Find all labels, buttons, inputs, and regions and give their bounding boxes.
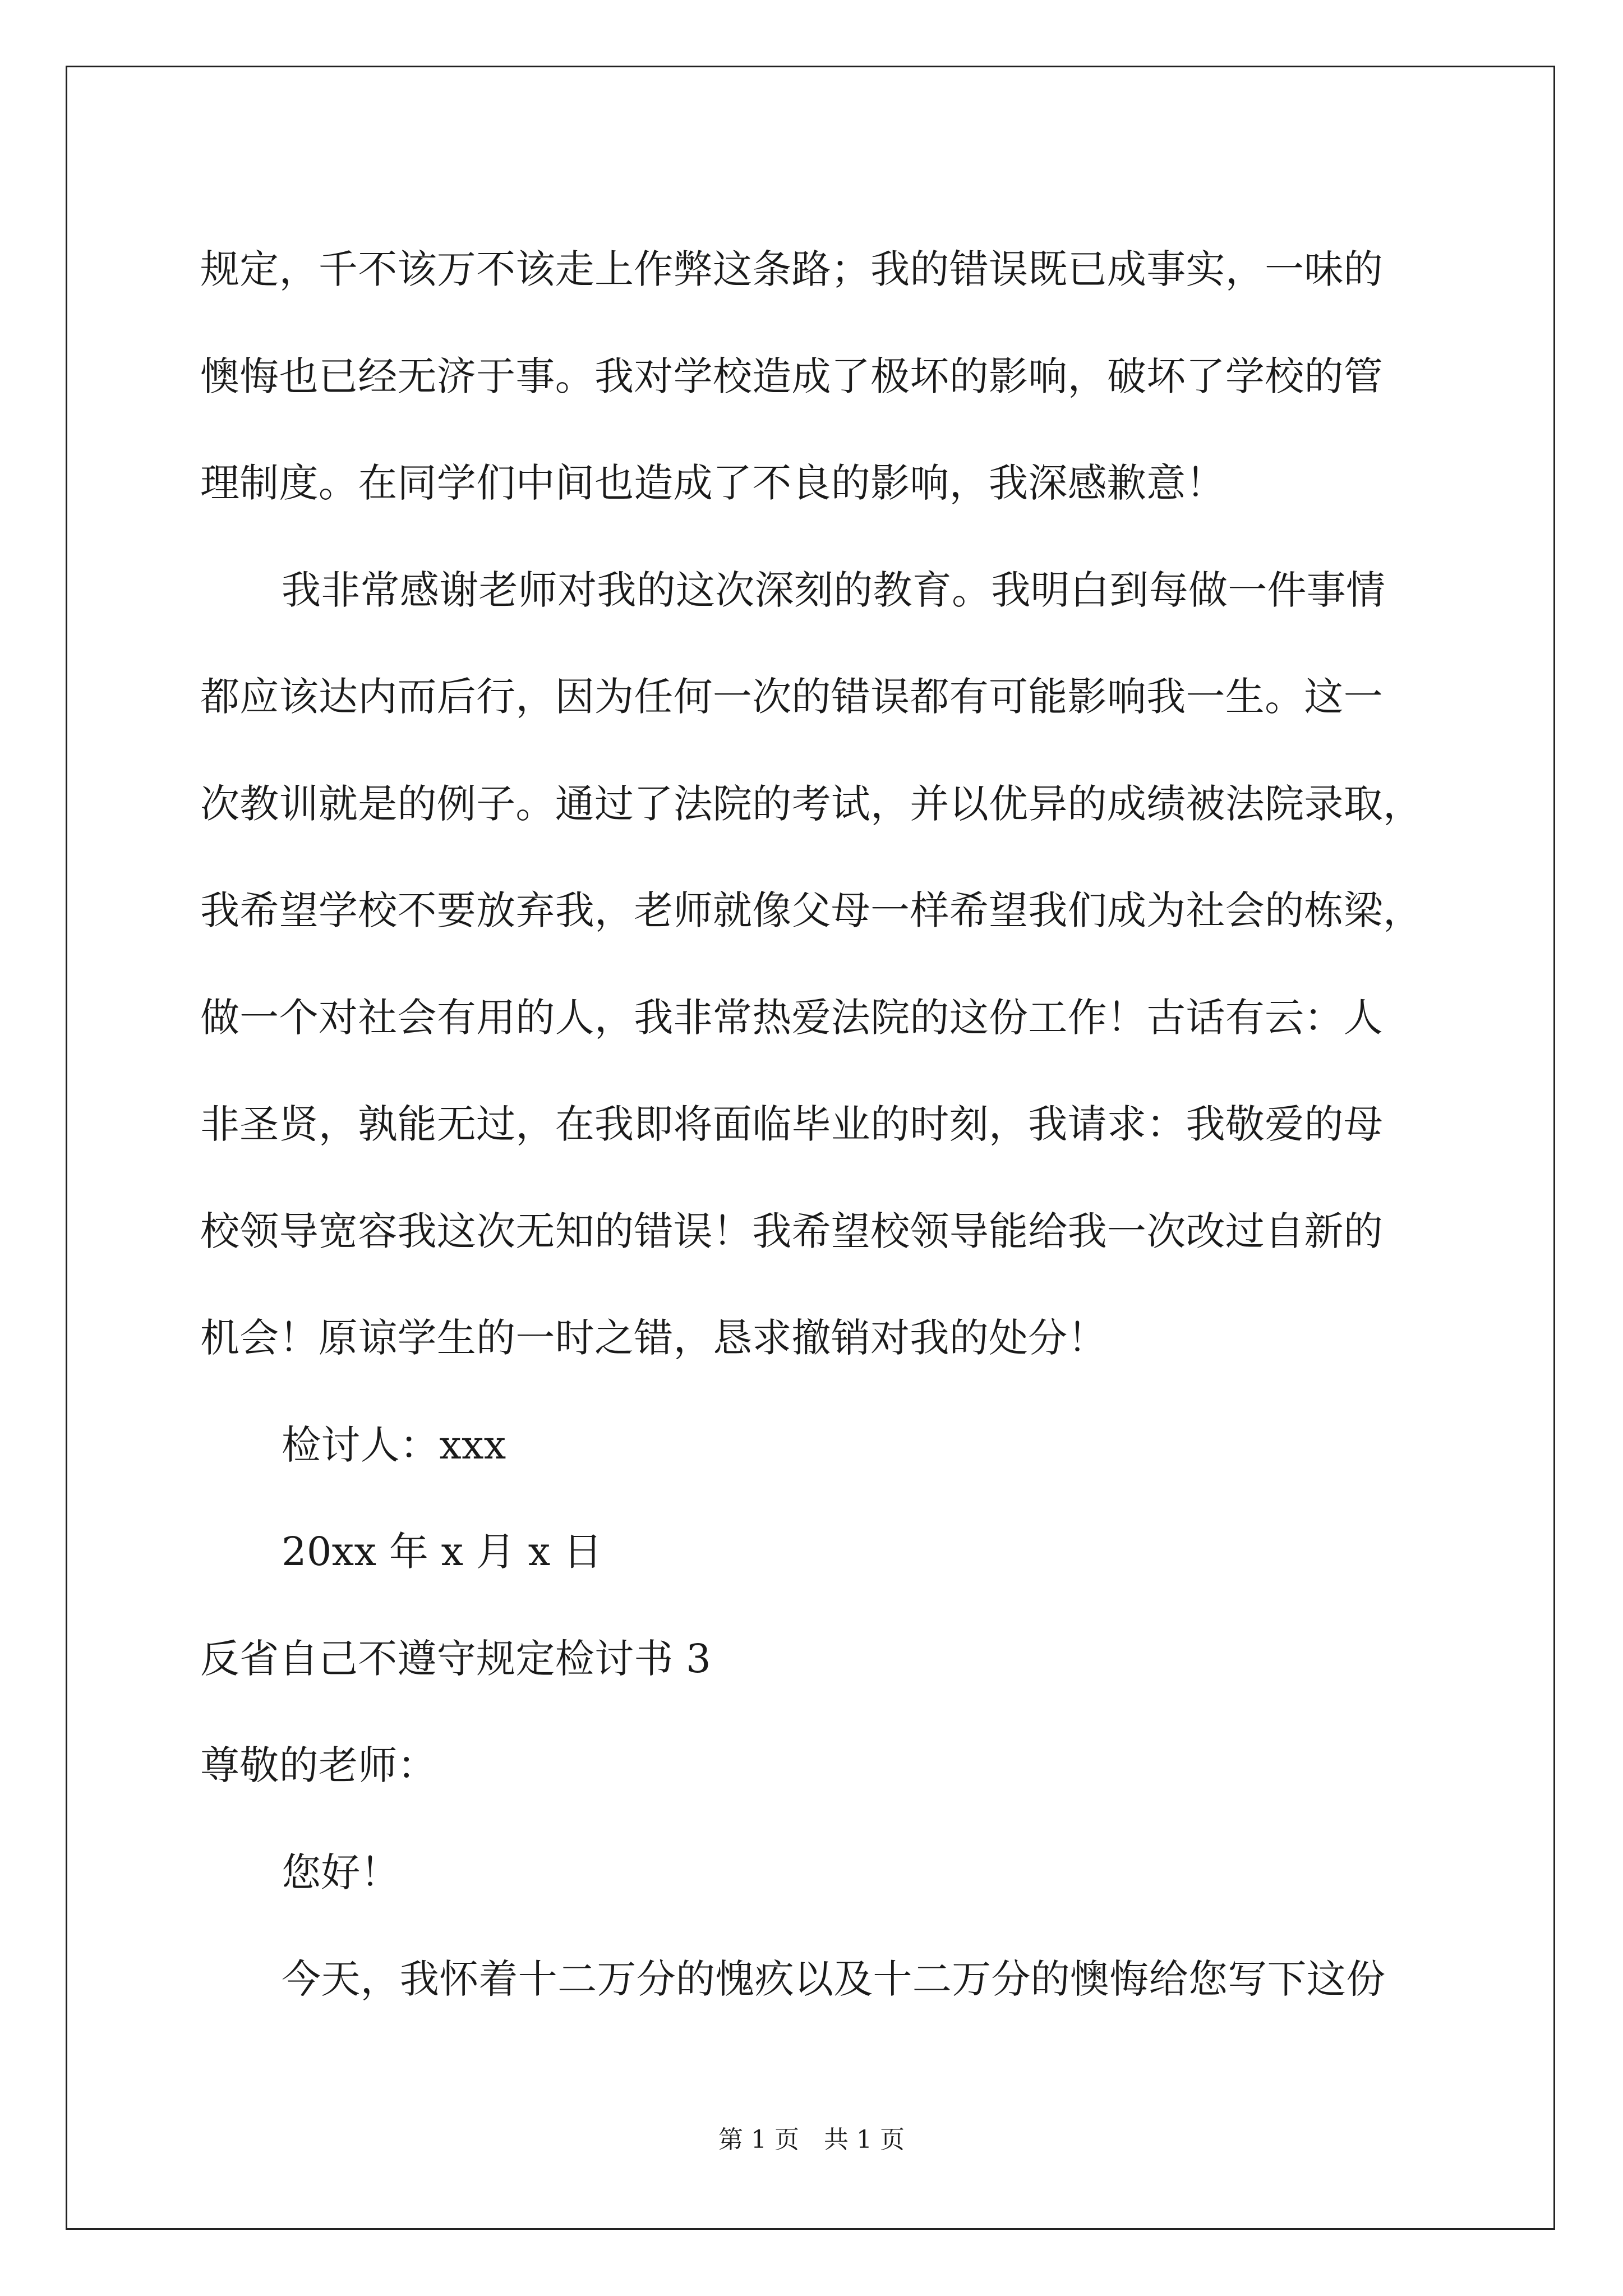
body-line: 规定，千不该万不该走上作弊这条路；我的错误既已成事实，一味的: [200, 246, 1383, 292]
body-line: 懊悔也已经无济于事。我对学校造成了极坏的影响，破坏了学校的管: [200, 353, 1383, 399]
date-line: 20xx 年 x 月 x 日: [282, 1529, 603, 1575]
document-body: [200, 216, 1451, 2033]
body-line: 我希望学校不要放弃我，老师就像父母一样希望我们成为社会的栋梁，: [200, 887, 1423, 933]
body-line: 非圣贤，孰能无过，在我即将面临毕业的时刻，我请求：我敬爱的母: [200, 1101, 1383, 1147]
body-line: 理制度。在同学们中间也造成了不良的影响，我深感歉意！: [200, 460, 1225, 506]
body-line: 都应该达内而后行，因为任何一次的错误都有可能影响我一生。这一: [200, 674, 1383, 720]
body-line: 做一个对社会有用的人，我非常热爱法院的这份工作！古话有云：人: [200, 994, 1383, 1041]
page-footer: 第 1 页 共 1 页: [718, 2125, 905, 2154]
body-line: 校领导宽容我这次无知的错误！我希望校领导能给我一次改过自新的: [200, 1208, 1383, 1254]
paragraph-start-line: 今天，我怀着十二万分的愧疚以及十二万分的懊悔给您写下这份: [282, 1956, 1386, 2002]
paragraph-start-line: 我非常感谢老师对我的这次深刻的教育。我明白到每做一件事情: [282, 567, 1386, 613]
section-title: 反省自己不遵守规定检讨书 3: [200, 1635, 711, 1682]
signature-line: 检讨人：xxx: [282, 1421, 506, 1468]
body-line: 机会！原谅学生的一时之错，恳求撤销对我的处分！: [200, 1315, 1107, 1361]
salutation: 尊敬的老师：: [200, 1742, 437, 1788]
greeting: 您好！: [282, 1849, 400, 1895]
body-line: 次教训就是的例子。通过了法院的考试，并以优异的成绩被法院录取，: [200, 780, 1423, 827]
